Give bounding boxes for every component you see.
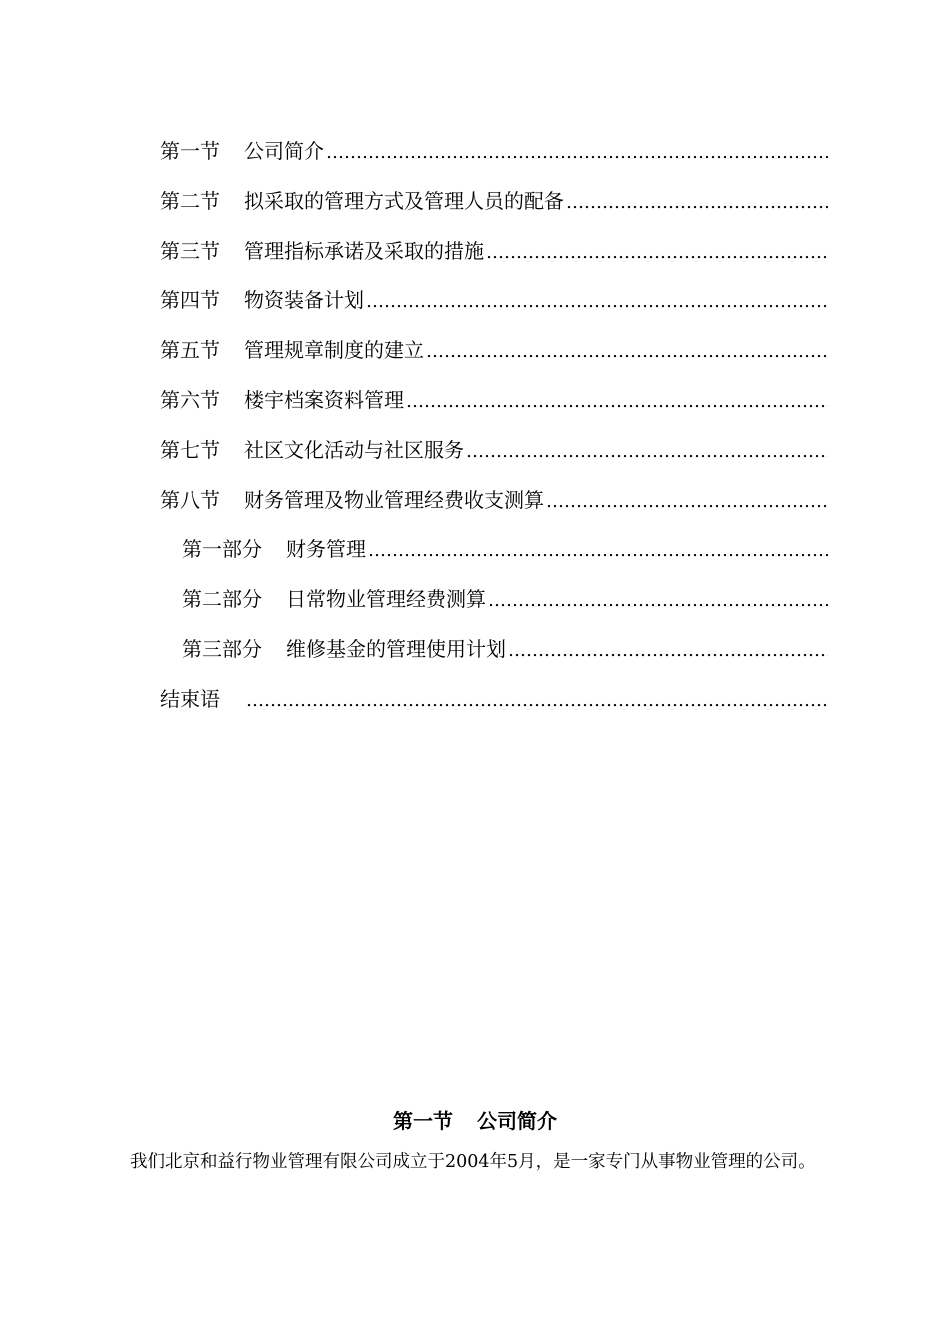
toc-leader-dots [466, 434, 828, 470]
section-number: 第一节 [393, 1109, 453, 1133]
toc-leader-dots [566, 185, 828, 221]
toc-leader-dots [546, 484, 828, 520]
toc-item-number: 第七节 [160, 437, 220, 462]
toc-leader-dots [508, 633, 828, 669]
toc-item-number: 第二部分 [182, 587, 262, 612]
toc-item-number: 第五节 [160, 338, 220, 363]
toc-leader-dots [326, 135, 828, 171]
toc-item-title: 管理规章制度的建立 [244, 338, 424, 363]
toc-leader-dots [426, 334, 828, 370]
toc-item-title: 日常物业管理经费测算 [286, 587, 486, 612]
toc-item-number: 第三部分 [182, 636, 262, 661]
table-of-contents [160, 133, 828, 731]
toc-item-title: 社区文化活动与社区服务 [244, 437, 464, 462]
section-title: 公司简介 [477, 1109, 557, 1133]
toc-leader-dots [486, 235, 828, 271]
toc-subitem[interactable] [160, 531, 828, 581]
toc-leader-dots [488, 583, 828, 619]
section-heading [0, 1106, 950, 1136]
toc-leader-dots [406, 384, 828, 420]
toc-item-conclusion[interactable] [160, 681, 828, 731]
toc-item-title: 拟采取的管理方式及管理人员的配备 [244, 188, 564, 213]
toc-item-number: 第一部分 [182, 537, 262, 562]
toc-item-number: 结束语 [160, 686, 220, 711]
toc-item[interactable] [160, 432, 828, 482]
toc-item[interactable] [160, 133, 828, 183]
toc-item-number: 第六节 [160, 387, 220, 412]
toc-leader-dots [366, 284, 828, 320]
toc-item-number: 第二节 [160, 188, 220, 213]
toc-item-number: 第三节 [160, 238, 220, 263]
toc-item-number: 第一节 [160, 139, 220, 163]
toc-item-title: 楼宇档案资料管理 [244, 387, 404, 412]
toc-item[interactable] [160, 482, 828, 532]
toc-subitem[interactable] [160, 631, 828, 681]
toc-item-title: 物资装备计划 [244, 288, 364, 313]
toc-item-number: 第四节 [160, 288, 220, 313]
toc-item[interactable] [160, 332, 828, 382]
toc-item-number: 第八节 [160, 487, 220, 512]
toc-item-title: 公司简介 [244, 139, 324, 163]
toc-item-title: 维修基金的管理使用计划 [286, 636, 506, 661]
toc-item-title: 财务管理及物业管理经费收支测算 [244, 487, 544, 512]
toc-leader-dots [246, 683, 828, 719]
toc-item[interactable] [160, 183, 828, 233]
intro-paragraph: 我们北京和益行物业管理有限公司成立于2004年5月，是一家专门从事物业管理的公司。 [130, 1152, 816, 1172]
toc-item[interactable] [160, 233, 828, 283]
toc-item-title: 财务管理 [286, 537, 366, 562]
toc-item-title: 管理指标承诺及采取的措施 [244, 238, 484, 263]
toc-item[interactable] [160, 382, 828, 432]
toc-subitem[interactable] [160, 581, 828, 631]
toc-leader-dots [368, 533, 828, 569]
toc-item[interactable] [160, 282, 828, 332]
